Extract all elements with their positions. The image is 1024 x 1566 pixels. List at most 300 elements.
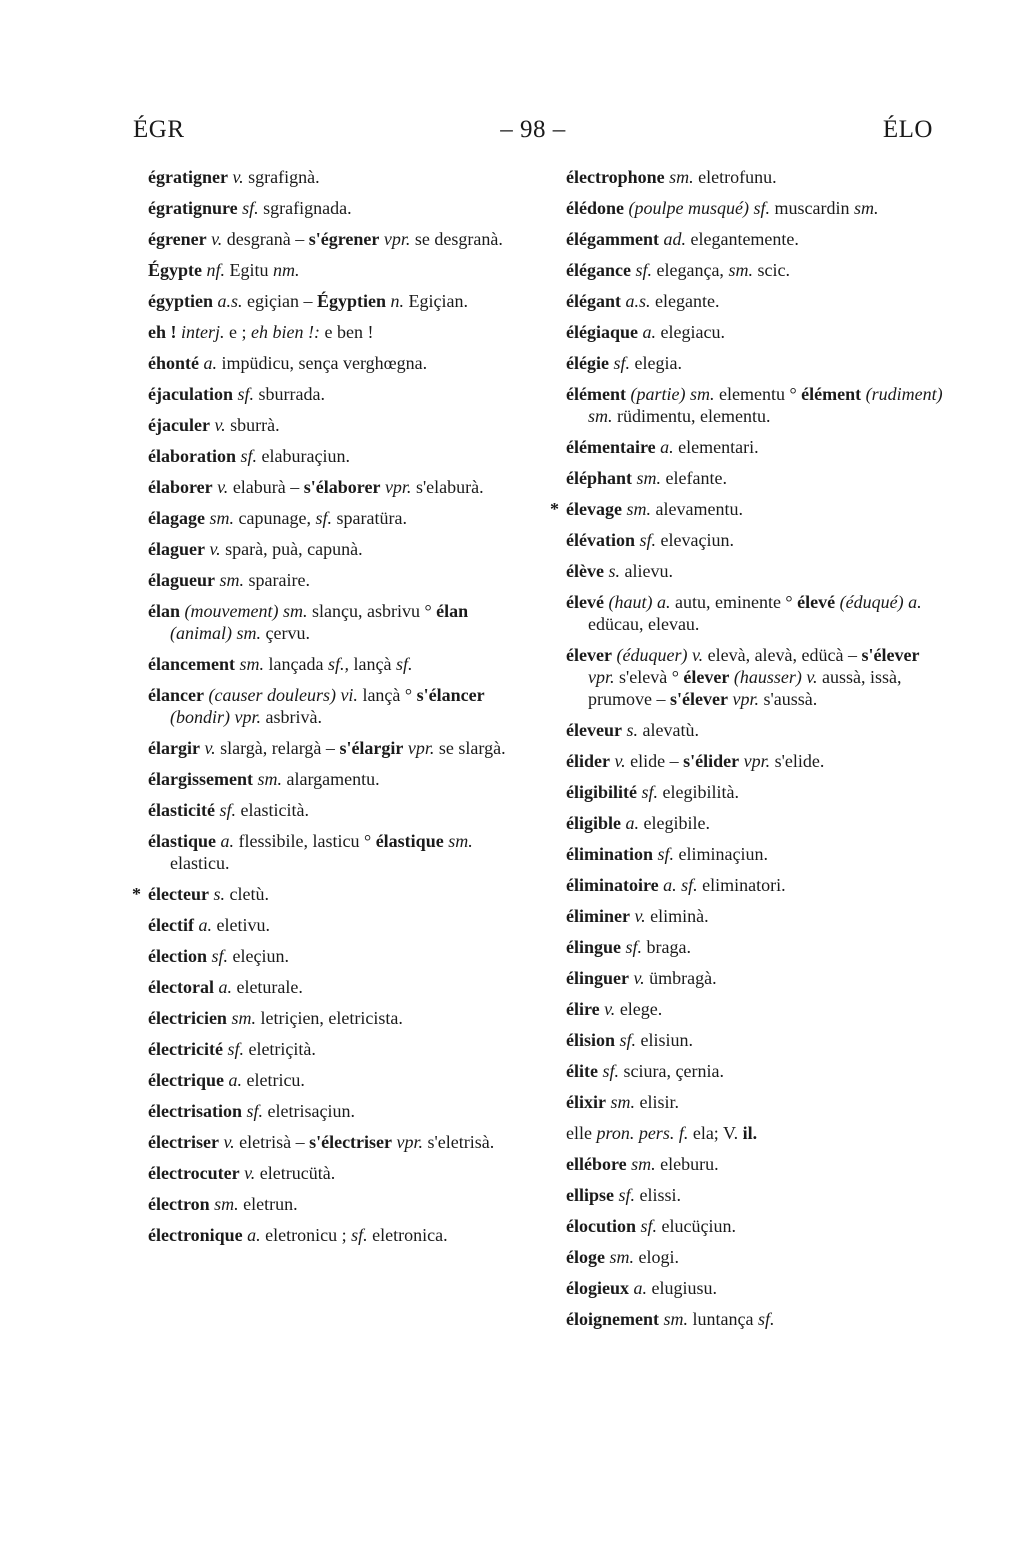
headword: élan <box>436 601 469 621</box>
dictionary-entry <box>148 1193 520 1215</box>
dictionary-entry <box>148 352 520 374</box>
grammar-label: vpr. <box>732 689 759 709</box>
grammar-label: v. <box>633 968 645 988</box>
headword: éhonté <box>148 353 199 373</box>
translation-text: alargamentu. <box>281 769 380 789</box>
grammar-label: vpr. <box>384 477 412 497</box>
grammar-label: sf. <box>625 937 643 957</box>
grammar-label: sf. <box>641 782 659 802</box>
grammar-label: sm. <box>631 1154 656 1174</box>
grammar-label: sm. <box>626 499 651 519</box>
translation-text: rüdimentu, elementu. <box>612 406 771 426</box>
translation-text: slançu, asbrivu ° <box>307 601 437 621</box>
translation-text: elle <box>566 1123 597 1143</box>
headword: élingue <box>566 937 622 957</box>
headword: élan <box>148 601 181 621</box>
translation-text: braga. <box>642 937 692 957</box>
headword: électron <box>148 1194 210 1214</box>
dictionary-entry <box>566 560 946 582</box>
translation-text: çervu. <box>261 623 310 643</box>
grammar-label: sf. <box>227 1039 244 1059</box>
headword: Égypte <box>148 260 202 280</box>
grammar-label: sm. <box>239 654 264 674</box>
dictionary-entry <box>148 259 520 281</box>
headword: ellipse <box>566 1185 614 1205</box>
dictionary-entry <box>148 1162 520 1184</box>
dictionary-entry <box>148 321 520 343</box>
headword: éloignement <box>566 1309 659 1329</box>
headword: électeur <box>148 884 209 904</box>
grammar-label: (haut) a. <box>608 592 671 612</box>
headword: Égyptien <box>317 291 387 311</box>
headword: électrique <box>148 1070 224 1090</box>
headword: élision <box>566 1030 616 1050</box>
dictionary-entry <box>566 781 946 803</box>
grammar-label: (éduquer) v. <box>616 645 704 665</box>
grammar-label: s. <box>608 561 620 581</box>
grammar-label: v. <box>209 539 221 559</box>
translation-text: eliminatori. <box>697 875 786 895</box>
grammar-label: a.s. <box>217 291 243 311</box>
grammar-label: sf. <box>657 844 675 864</box>
grammar-label: (mouvement) sm. <box>184 601 308 621</box>
translation-text: elaburà – <box>228 477 304 497</box>
headword: élagueur <box>148 570 215 590</box>
translation-text: alevamentu. <box>650 499 743 519</box>
translation-text: alevatù. <box>637 720 699 740</box>
translation-text: s'eletrisà. <box>423 1132 495 1152</box>
translation-text: se desgranà. <box>410 229 503 249</box>
headword: élégant <box>566 291 621 311</box>
dictionary-entry <box>566 383 946 427</box>
translation-text: elasticu. <box>170 853 230 873</box>
translation-text: eliminà. <box>645 906 709 926</box>
grammar-label: n. <box>390 291 405 311</box>
headword: élevé <box>566 592 604 612</box>
grammar-label: a. <box>220 831 235 851</box>
grammar-label: (bondir) vpr. <box>170 707 261 727</box>
grammar-label: sf. <box>757 1309 775 1329</box>
translation-text: elementu ° <box>714 384 802 404</box>
translation-text: lançà <box>348 654 396 674</box>
grammar-label: eh bien !: <box>251 322 320 342</box>
grammar-label: sf. <box>246 1101 263 1121</box>
dictionary-entry <box>566 812 946 834</box>
grammar-label: a. <box>247 1225 261 1245</box>
headword: électricité <box>148 1039 223 1059</box>
translation-text: eletrucütà. <box>255 1163 336 1183</box>
grammar-label: sm. <box>663 1309 688 1329</box>
translation-text: s'aussà. <box>758 689 818 709</box>
translation-text: elevà, alevà, edücà – <box>703 645 862 665</box>
grammar-label: s. <box>213 884 225 904</box>
translation-text: eleçiun. <box>228 946 289 966</box>
headword: élection <box>148 946 207 966</box>
dictionary-entry <box>566 905 946 927</box>
headword: élargir <box>148 738 200 758</box>
grammar-label: sf. <box>619 1030 637 1050</box>
dictionary-entry <box>566 259 946 281</box>
grammar-label: (hausser) v. <box>733 667 818 687</box>
page-number: – 98 – <box>500 116 566 143</box>
dictionary-entry <box>148 945 520 967</box>
translation-text: eleburu. <box>655 1154 719 1174</box>
translation-text: sparà, puà, capunà. <box>220 539 363 559</box>
grammar-label: sf. <box>602 1061 619 1081</box>
translation-text: elaburaçiun. <box>257 446 350 466</box>
grammar-label: sf. <box>640 1216 658 1236</box>
headword: élève <box>566 561 604 581</box>
translation-text: elegibilità. <box>658 782 739 802</box>
grammar-label: v. <box>211 229 223 249</box>
dictionary-entry <box>148 197 520 219</box>
translation-text: scic. <box>752 260 790 280</box>
headword: élégiaque <box>566 322 638 342</box>
headword: éligible <box>566 813 621 833</box>
dictionary-entry <box>148 976 520 998</box>
dictionary-entry <box>148 768 520 790</box>
dictionary-entry <box>148 1131 520 1153</box>
translation-text: elegibile. <box>639 813 710 833</box>
translation-text: sburrà. <box>225 415 280 435</box>
dictionary-entry <box>566 1029 946 1051</box>
grammar-label: s. <box>626 720 638 740</box>
grammar-label: sf. <box>315 508 332 528</box>
dictionary-entry <box>566 436 946 458</box>
dictionary-entry <box>148 799 520 821</box>
dictionary-entry <box>148 830 520 874</box>
grammar-label: sm. <box>636 468 662 488</box>
headword: élégance <box>566 260 631 280</box>
dictionary-entry <box>148 414 520 436</box>
headword: s'élider <box>683 751 740 771</box>
headword: s'élargir <box>339 738 404 758</box>
dictionary-entry <box>566 1091 946 1113</box>
grammar-label: v. <box>204 738 216 758</box>
headword: élancer <box>148 685 204 705</box>
translation-text: e ben ! <box>319 322 374 342</box>
grammar-label: sm. <box>728 260 753 280</box>
dictionary-entry <box>566 1246 946 1268</box>
headword: élaguer <box>148 539 205 559</box>
grammar-label: sf. <box>635 260 652 280</box>
grammar-label: (rudiment) sm. <box>588 384 943 426</box>
grammar-label: sm. <box>609 1247 634 1267</box>
translation-text: elementari. <box>673 437 759 457</box>
translation-text: eletivu. <box>211 915 270 935</box>
headword: élédone <box>566 198 624 218</box>
headword: élastique <box>148 831 217 851</box>
translation-text: elogi. <box>634 1247 679 1267</box>
translation-text: ela; V. <box>688 1123 743 1143</box>
headword: élément <box>801 384 862 404</box>
grammar-label: nf. <box>206 260 226 280</box>
translation-text: desgranà – <box>222 229 309 249</box>
translation-text: sciura, çernia. <box>619 1061 724 1081</box>
translation-text: elegia. <box>630 353 682 373</box>
translation-text: elisir. <box>635 1092 679 1112</box>
translation-text: eleturale. <box>231 977 303 997</box>
headword: électoral <box>148 977 214 997</box>
grammar-label: interj. <box>181 322 225 342</box>
dictionary-entry <box>148 684 520 728</box>
grammar-label: (causer douleurs) vi. <box>208 685 358 705</box>
asterisk-mark: * <box>132 884 141 904</box>
dictionary-entry <box>148 166 520 188</box>
headword: élogieux <box>566 1278 629 1298</box>
dictionary-entry <box>566 321 946 343</box>
translation-text: impüdicu, sença verghœgna. <box>217 353 428 373</box>
dictionary-entry <box>566 1215 946 1237</box>
grammar-label: sf. <box>351 1225 368 1245</box>
grammar-label: sm. <box>257 769 282 789</box>
headword: s'élever <box>861 645 920 665</box>
translation-text: muscardin <box>769 198 854 218</box>
translation-text: elegante. <box>650 291 720 311</box>
dictionary-entry <box>148 476 520 498</box>
grammar-label: sm. <box>669 167 694 187</box>
dictionary-entry <box>566 644 946 710</box>
grammar-label: a. <box>198 915 212 935</box>
headword: élimination <box>566 844 654 864</box>
dictionary-entry <box>148 445 520 467</box>
translation-text: eletriçità. <box>243 1039 316 1059</box>
grammar-label: a.s. <box>625 291 651 311</box>
translation-text: eletrofunu. <box>693 167 777 187</box>
translation-text: elissi. <box>635 1185 682 1205</box>
grammar-label: sf. <box>639 530 657 550</box>
dictionary-entry <box>566 352 946 374</box>
dictionary-entry <box>550 498 946 520</box>
headword: il. <box>742 1123 758 1143</box>
translation-text: autu, eminente ° <box>670 592 798 612</box>
grammar-label: (animal) sm. <box>170 623 261 643</box>
dictionary-entry <box>566 1122 946 1144</box>
headword: éjaculer <box>148 415 210 435</box>
headword: élément <box>566 384 626 404</box>
headword: ellébore <box>566 1154 627 1174</box>
headword: éliminatoire <box>566 875 659 895</box>
translation-text: sparatüra. <box>331 508 407 528</box>
headword: élixir <box>566 1092 606 1112</box>
grammar-label: pron. pers. f. <box>596 1123 689 1143</box>
headword: élite <box>566 1061 598 1081</box>
translation-text: alievu. <box>619 561 673 581</box>
headword: éjaculation <box>148 384 233 404</box>
translation-text: sgrafignada. <box>258 198 352 218</box>
dictionary-entry <box>566 1153 946 1175</box>
dictionary-entry <box>566 998 946 1020</box>
dictionary-entry <box>148 507 520 529</box>
dictionary-entry <box>566 591 946 635</box>
right-column <box>550 166 946 1339</box>
translation-text: elevaçiun. <box>656 530 734 550</box>
page-header <box>133 116 933 150</box>
translation-text: e ; <box>224 322 251 342</box>
headword: électif <box>148 915 194 935</box>
running-head-right: ÉLO <box>882 116 933 143</box>
grammar-label: vpr. <box>396 1132 424 1152</box>
translation-text: edücau, elevau. <box>588 614 700 634</box>
headword: élever <box>683 667 730 687</box>
grammar-label: a. <box>228 1070 242 1090</box>
grammar-label: sf. <box>237 384 255 404</box>
headword: égratignure <box>148 198 238 218</box>
grammar-label: sf. <box>242 198 259 218</box>
grammar-label: ad. <box>663 229 686 249</box>
headword: élider <box>566 751 610 771</box>
headword: s'égrener <box>308 229 380 249</box>
dictionary-entry <box>148 1007 520 1029</box>
grammar-label: (éduqué) a. <box>839 592 922 612</box>
grammar-label: sf. <box>613 353 630 373</box>
grammar-label: a. <box>625 813 639 833</box>
grammar-label: vpr. <box>588 667 615 687</box>
dictionary-entry <box>148 1069 520 1091</box>
translation-text: Egitu <box>225 260 274 280</box>
grammar-label: a. sf. <box>663 875 698 895</box>
translation-text: egiçian – <box>242 291 317 311</box>
headword: éleveur <box>566 720 622 740</box>
grammar-label: a. <box>660 437 674 457</box>
translation-text: elide – <box>625 751 684 771</box>
translation-text: lançà ° <box>357 685 417 705</box>
headword: élémentaire <box>566 437 656 457</box>
grammar-label: vpr. <box>383 229 411 249</box>
headword: élasticité <box>148 800 215 820</box>
grammar-label: a. <box>633 1278 647 1298</box>
headword: élinguer <box>566 968 629 988</box>
translation-text: sgrafignà. <box>243 167 320 187</box>
grammar-label: sf. <box>240 446 258 466</box>
dictionary-entry <box>566 1277 946 1299</box>
dictionary-entry <box>566 197 946 219</box>
translation-text: eletricu. <box>241 1070 305 1090</box>
translation-text: elucüçiun. <box>657 1216 736 1236</box>
dictionary-entry <box>566 874 946 896</box>
headword: élocution <box>566 1216 636 1236</box>
headword: élevé <box>797 592 836 612</box>
dictionary-entry <box>148 1100 520 1122</box>
dictionary-entry <box>148 600 520 644</box>
headword: s'élaborer <box>303 477 381 497</box>
dictionary-entry <box>148 653 520 675</box>
headword: élégamment <box>566 229 659 249</box>
dictionary-entry <box>566 290 946 312</box>
grammar-label: v. <box>217 477 229 497</box>
grammar-label: sf. <box>395 654 413 674</box>
headword: élagage <box>148 508 205 528</box>
translation-text: s'elevà ° <box>614 667 684 687</box>
dictionary-entry <box>148 538 520 560</box>
grammar-label: sm. <box>219 570 245 590</box>
grammar-label: sm. <box>231 1008 256 1028</box>
grammar-label: v. <box>634 906 646 926</box>
grammar-label: sf., <box>327 654 349 674</box>
dictionary-entry <box>566 719 946 741</box>
headword: éléphant <box>566 468 633 488</box>
translation-text: eletronicu ; <box>260 1225 352 1245</box>
translation-text: eletrun. <box>238 1194 298 1214</box>
asterisk-mark: * <box>550 499 559 519</box>
translation-text: elegiacu. <box>656 322 725 342</box>
translation-text: eletrisà – <box>234 1132 310 1152</box>
dictionary-entry <box>566 750 946 772</box>
translation-text: elegança, <box>651 260 729 280</box>
translation-text: elefante. <box>661 468 727 488</box>
grammar-label: v. <box>244 1163 256 1183</box>
headword: élaborer <box>148 477 213 497</box>
headword: s'élancer <box>416 685 485 705</box>
translation-text: slargà, relargà – <box>215 738 340 758</box>
grammar-label: vpr. <box>407 738 435 758</box>
translation-text: asbrivà. <box>261 707 322 727</box>
headword: électricien <box>148 1008 227 1028</box>
translation-text: cletù. <box>224 884 269 904</box>
grammar-label: sm. <box>214 1194 239 1214</box>
headword: élaboration <box>148 446 236 466</box>
headword: égrener <box>148 229 207 249</box>
dictionary-entry <box>566 1060 946 1082</box>
dictionary-entry <box>148 1038 520 1060</box>
translation-text: elege. <box>615 999 663 1019</box>
dictionary-entry <box>148 1224 520 1246</box>
translation-text: elisiun. <box>636 1030 694 1050</box>
headword: électriser <box>148 1132 219 1152</box>
headword: électrophone <box>566 167 665 187</box>
grammar-label: sm. <box>610 1092 635 1112</box>
dictionary-entry <box>148 569 520 591</box>
grammar-label: nm. <box>273 260 300 280</box>
translation-text: eliminaçiun. <box>674 844 769 864</box>
translation-text: elegantemente. <box>685 229 799 249</box>
grammar-label: sf. <box>211 946 228 966</box>
grammar-label: sf. <box>219 800 236 820</box>
grammar-label: v. <box>604 999 616 1019</box>
dictionary-entry <box>566 529 946 551</box>
dictionary-entry <box>566 967 946 989</box>
translation-text: elugiusu. <box>647 1278 717 1298</box>
dictionary-entry <box>148 290 520 312</box>
grammar-label: v. <box>614 751 626 771</box>
translation-text: ümbragà. <box>644 968 717 988</box>
grammar-label: a. <box>218 977 232 997</box>
translation-text: eletrisaçiun. <box>262 1101 355 1121</box>
left-column <box>132 166 520 1255</box>
grammar-label: vpr. <box>743 751 771 771</box>
grammar-label: v. <box>232 167 244 187</box>
running-head-left: ÉGR <box>133 116 185 143</box>
grammar-label: v. <box>223 1132 235 1152</box>
grammar-label: sf. <box>618 1185 636 1205</box>
headword: électronique <box>148 1225 243 1245</box>
translation-text: capunage, <box>234 508 316 528</box>
translation-text: sburrada. <box>254 384 325 404</box>
headword: élévation <box>566 530 635 550</box>
translation-text: s'elide. <box>770 751 825 771</box>
headword: électrisation <box>148 1101 242 1121</box>
dictionary-entry <box>566 166 946 188</box>
dictionary-entry <box>566 1184 946 1206</box>
dictionary-entry <box>566 467 946 489</box>
translation-text: aussà, issà, prumove – <box>588 667 902 709</box>
headword: élever <box>566 645 612 665</box>
translation-text: Egiçian. <box>404 291 468 311</box>
headword: élastique <box>375 831 444 851</box>
headword: élancement <box>148 654 235 674</box>
headword: éligibilité <box>566 782 637 802</box>
translation-text: letriçien, eletricista. <box>255 1008 403 1028</box>
